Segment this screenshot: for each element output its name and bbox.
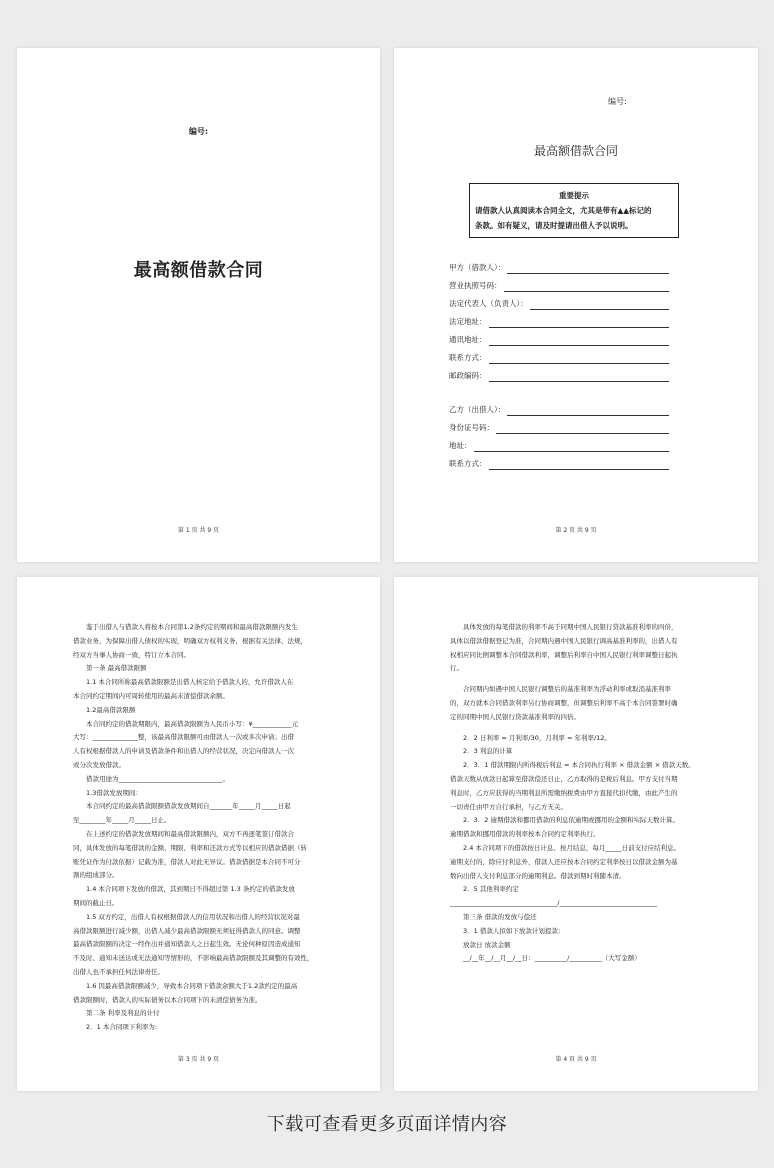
text-line: 经双方当事人协商一致，特订立本合同。 (73, 650, 190, 659)
text-line: 1.1 本合同所称最高借款限额是出借人核定给予借款人的，允许借款人在 (86, 678, 294, 687)
text-line: 借款限额时，借款人的实际债务以本合同项下的未清偿债务为准。 (73, 995, 262, 1004)
page-4 (394, 577, 758, 1091)
fill-line (496, 425, 669, 434)
text-line: 2．3 利息的计算 (463, 747, 513, 756)
page-footer: 第 3 页 共 9 页 (177, 1056, 220, 1063)
text-line: _________________________________/______________________________ (450, 899, 657, 908)
text-line: 在上述约定的借款发放期间和最高借款限额内，双方不再逐笔签订借款合 (86, 829, 294, 838)
fill-line (504, 283, 670, 292)
text-line: 不及时、通知未送达或无法通知等情形的，不影响最高借款限额及其调整的有效性， (73, 954, 314, 963)
text-line: 1.4 本合同项下发放的借款，其到期日不得超过第 1.3 条约定的借款发放 (86, 885, 295, 894)
text-line: 权相应同比例调整本合同借款利率，调整后利率自中国人民银行利率调整日起执 (450, 650, 678, 659)
text-line: 借款用途为________________________________。 (86, 774, 229, 783)
field-row (449, 256, 669, 274)
contract-number-label: 编号: (608, 97, 627, 106)
notice-heading: 重要提示 (559, 191, 589, 200)
text-line: 2．2 日利率 = 月利率/30，月利率 = 年利率/12。 (463, 733, 611, 742)
important-notice-box (469, 183, 679, 238)
page-footer: 第 1 页 共 9 页 (177, 527, 220, 534)
text-line: 割的组成部分。 (73, 871, 119, 880)
field-label: 甲方（借款人）： (449, 263, 506, 272)
text-line: 的，双方就本合同借款利率另行协商调整，但调整后利率不高于本合同签署时确 (450, 698, 678, 707)
fill-line (507, 407, 669, 416)
field-label: 邮政编码： (449, 371, 487, 380)
fill-line (489, 319, 670, 328)
text-line: 定的同期中国人民银行贷款基准利率的四倍。 (450, 712, 580, 721)
contract-title: 最高额借款合同 (533, 144, 618, 158)
field-label: 法定地址： (449, 317, 487, 326)
page-3 (17, 577, 380, 1091)
text-line: 出借人也不承担任何法律责任。 (73, 967, 164, 976)
text-line: 1.5 双方约定，出借人有权根据借款人的信用状况和出借人的经营状况对最 (86, 912, 300, 921)
field-row (449, 310, 669, 328)
text-line: 本合同约定的最高借款限额借款发放期间自_______年_____月_____日起 (86, 802, 291, 811)
field-label: 联系方式： (449, 459, 487, 468)
page-2 (394, 48, 758, 562)
text-line: 鉴于出借人与借款人将按本合同第1.2条约定的期间和最高借款限额内发生 (86, 623, 298, 631)
fill-line (474, 443, 670, 452)
page-footer: 第 2 页 共 9 页 (555, 527, 597, 534)
field-label: 身份证号码： (449, 423, 494, 432)
notice-line: 请借款人认真阅读本合同全文，尤其是带有▲▲标记的 (475, 206, 652, 215)
text-line: 1.2最高借款限额 (86, 705, 136, 714)
field-label: 法定代表人（负责人）： (449, 299, 528, 308)
text-line: 合同期内如遇中国人民银行调整后的基准利率为浮动利率或取消基准利率 (463, 685, 671, 694)
text-line: 3．1 借款人拟如下放款计划提款： (463, 926, 565, 935)
section-heading: 第一条 最高借款限额 (86, 664, 147, 673)
party-fields (449, 256, 669, 470)
text-line: 至________年_____月_____日止。 (73, 816, 171, 825)
field-row (449, 364, 669, 382)
text-line: 数向出借人支付利息部分的逾期利息。借款到期时利随本清。 (450, 871, 626, 880)
text-line: 放款日 放款金额 (463, 940, 511, 949)
text-line: 1.6 因最高借款限额减少，导致本合同项下借款余额大于1.2款约定的最高 (86, 981, 298, 990)
text-line: 大写：______________整，该最高借款限额可由借款人一次或多次申请；出借 (73, 733, 294, 742)
contract-body (450, 621, 706, 966)
field-row (449, 398, 669, 416)
text-line: 2．5 其他利率约定 (463, 885, 519, 894)
text-line: 人有权根据借款人的申请及借款条件和出借人的经营状况，决定向借款人一次 (73, 747, 294, 756)
download-caption: 下载可查看更多页面详情内容 (266, 1114, 508, 1135)
text-line: 2．3．2 逾期借款和挪用借款的利息依逾期或挪用的金额和实际天数计算。 (463, 816, 679, 825)
text-line: 逾期支付的，除应付利息外，借款人还应按本合同约定利率按日以借款金额为基 (450, 857, 678, 866)
field-label: 联系方式： (449, 353, 487, 362)
text-line: 最高借款限额的决定一经作出并通知借款人之日起生效。无论何种原因造成通知 (73, 940, 301, 949)
text-line: 账凭证作为付款依据）记载为准，借款人对此无异议。借款借据是本合同不可分 (73, 857, 301, 866)
field-label: 通讯地址： (449, 335, 487, 344)
text-line: 借款天数从放款日起算至借款偿还日止，乙方取得的是税后利息。甲方支付当期 (450, 774, 678, 783)
text-line: 具体以借款借据登记为准，合同期内遇中国人民银行调高基准利率的，出借人有 (450, 636, 678, 645)
fill-line (489, 337, 670, 346)
text-line: 高借款限额进行减少额，出借人减少最高借款限额无须征得借款人的同意。调整 (73, 926, 301, 935)
text-line: 或分次发放借款。 (73, 760, 125, 769)
field-label: 营业执照号码： (449, 281, 502, 290)
text-line: 期间的截止日。 (73, 898, 119, 907)
field-row (449, 274, 669, 292)
text-line: 逾期借款和挪用借款的利率按本合同约定利率执行。 (450, 830, 600, 839)
text-line: 具体发放的每笔借款的利率不高于同期中国人民银行贷款基准利率的四倍， (463, 623, 678, 631)
section-heading: 第二条 利率及利息的计付 (86, 1009, 160, 1018)
field-row (449, 346, 669, 364)
contract-number-label: 编号: (188, 127, 209, 136)
text-line: 2．3．1 借款期限内所得税后利息 = 本合同执行利率 × 借款金额 × 借款天数。 (463, 761, 695, 770)
page-1 (17, 48, 380, 562)
fill-line (530, 301, 669, 310)
text-line: 同，具体发放的每笔借款的金额、期限、利率和还款方式等以相应的借款借据（转 (73, 843, 307, 852)
notice-line: 条款。如有疑义，请及时提请出借人予以说明。 (475, 221, 633, 230)
section-heading: 第三条 借款的发放与偿还 (463, 912, 537, 921)
text-line: 行。 (450, 664, 463, 673)
text-line: 借款业务，为保障出借人债权的实现，明确双方权利义务，根据有关法律、法规， (73, 636, 307, 645)
text-line: 1.3借款发放期间： (86, 788, 142, 797)
fill-line (489, 373, 670, 382)
page-footer: 第 4 页 共 9 页 (555, 1056, 597, 1063)
field-row (449, 328, 669, 346)
field-row (449, 416, 669, 434)
field-row (449, 452, 669, 470)
field-label: 地址： (449, 441, 472, 450)
cover-title: 最高额借款合同 (133, 260, 264, 281)
text-line: __/__年__/__月__/__日：__________/__________（大写金额） (463, 954, 641, 963)
field-row (449, 434, 669, 452)
fill-line (489, 355, 670, 364)
field-label: 乙方（出借人）： (449, 405, 506, 414)
text-line: 2．1 本合同项下利率为: (86, 1023, 158, 1032)
text-line: 2.4 本合同项下的借款按日计息、按月结息，每月_____日前支付应结利息。 (463, 843, 681, 852)
text-line: 一切责任由甲方自行承担，与乙方无关。 (450, 802, 567, 811)
fill-line (507, 265, 669, 274)
field-row (449, 292, 669, 310)
text-line: 本合同约定期间内可周转使用的最高未清偿借款余额。 (73, 691, 229, 700)
text-line: 利息时，乙方应获得的当期利息所需缴纳税费由甲方直接代扣代缴，由此产生的 (450, 788, 678, 797)
contract-body (73, 621, 325, 1035)
text-line: 本合同约定的借款期限内，最高借款限额为人民币小写：¥____________元 (86, 719, 299, 728)
fill-line (489, 461, 670, 470)
